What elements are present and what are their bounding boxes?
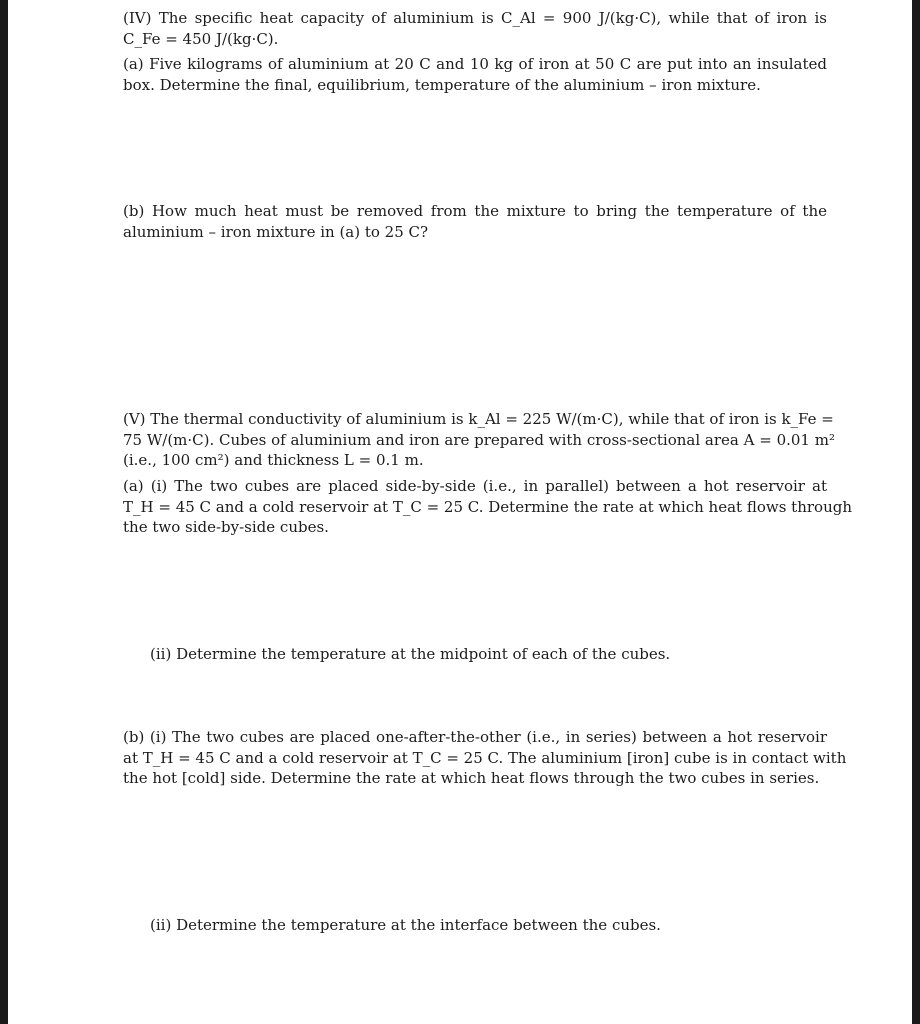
text-line: (b) How much heat must be removed from the mixture to bring the temperature of the — [123, 202, 827, 220]
problem-v-part-a-ii — [150, 644, 830, 665]
problem-v-intro — [123, 409, 835, 471]
text-line: (V) The thermal conductivity of aluminium is k_Al = 225 W/(m·C), while that of iron is k_Fe = — [123, 410, 834, 428]
text-line: (b) (i) The two cubes are placed one-after-the-other (i.e., in series) between a hot reservoir — [123, 728, 827, 746]
text-line: the two side-by-side cubes. — [123, 518, 329, 536]
problem-v-part-a-i — [123, 476, 852, 538]
text-line: (ii) Determine the temperature at the interface between the cubes. — [150, 916, 661, 934]
text-line: box. Determine the final, equilibrium, temperature of the aluminium – iron mixture. — [123, 75, 761, 94]
text-line: (a) (i) The two cubes are placed side-by-side (i.e., in parallel) between a hot reservoir at — [123, 477, 827, 495]
document-page — [8, 0, 912, 1024]
problem-v-part-b-i — [123, 727, 847, 789]
text-line: (a) Five kilograms of aluminium at 20 C and 10 kg of iron at 50 C are put into an insulated — [123, 55, 827, 73]
text-line: C_Fe = 450 J/(kg·C). — [123, 29, 279, 48]
problem-iv-part-b — [123, 201, 827, 242]
text-line: (i.e., 100 cm²) and thickness L = 0.1 m. — [123, 451, 424, 469]
text-line: aluminium – iron mixture in (a) to 25 C? — [123, 222, 429, 241]
text-line: (IV) The specific heat capacity of aluminium is C_Al = 900 J/(kg·C), while that of iron is — [123, 9, 827, 27]
text-line: at T_H = 45 C and a cold reservoir at T_C = 25 C. The aluminium [iron] cube is in contact with — [123, 748, 847, 767]
text-line: 75 W/(m·C). Cubes of aluminium and iron are prepared with cross-sectional area A = 0.01 m² — [123, 430, 835, 449]
text-line: (ii) Determine the temperature at the midpoint of each of the cubes. — [150, 645, 671, 663]
text-line: the hot [cold] side. Determine the rate at which heat flows through the two cubes in series. — [123, 769, 820, 787]
problem-iv-part-a — [123, 54, 827, 95]
problem-iv-intro — [123, 8, 827, 49]
text-line: T_H = 45 C and a cold reservoir at T_C = 25 C. Determine the rate at which heat flows through — [123, 497, 852, 516]
problem-v-part-b-ii — [150, 915, 830, 936]
